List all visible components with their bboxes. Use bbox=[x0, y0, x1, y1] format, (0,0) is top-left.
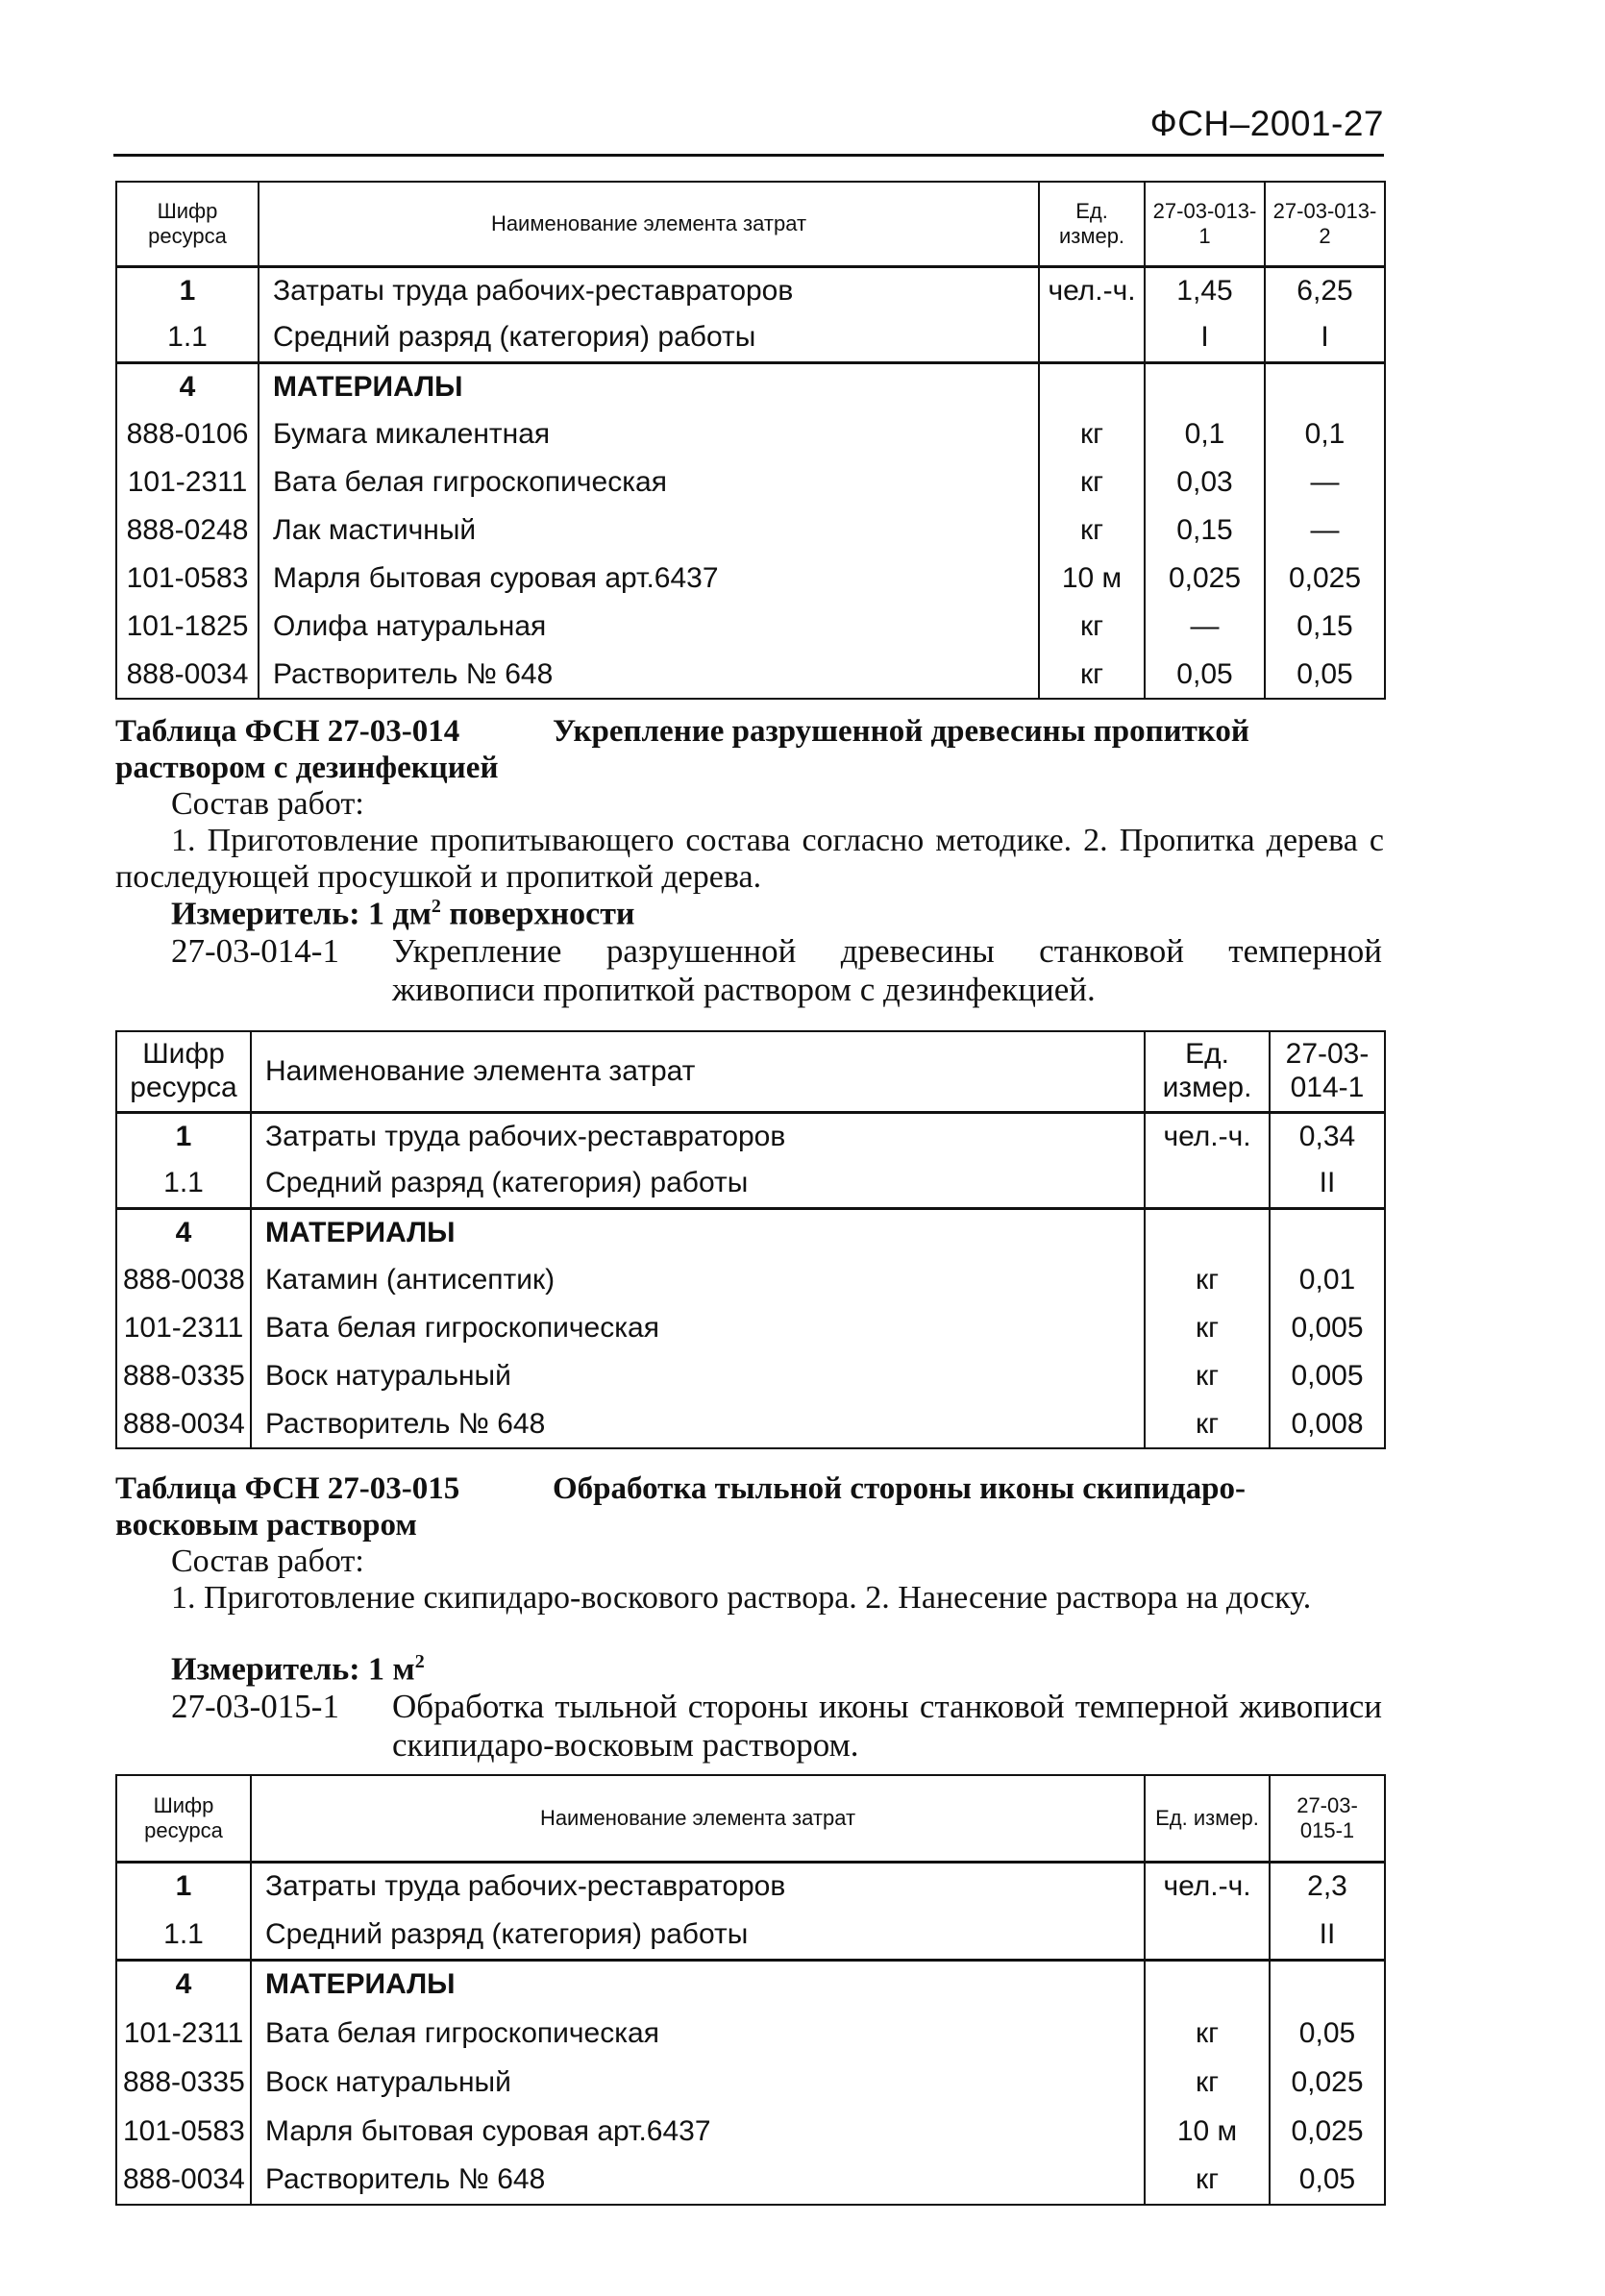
table-row bbox=[116, 314, 1385, 362]
resource-code: 888-0034 bbox=[116, 651, 259, 699]
resource-name: Затраты труда рабочих-реставраторов bbox=[259, 266, 1039, 314]
composition-text bbox=[115, 1580, 1384, 1617]
resource-unit: чел.-ч. bbox=[1039, 266, 1145, 314]
resource-value: 0,005 bbox=[1270, 1352, 1385, 1400]
resource-value: II bbox=[1270, 1160, 1385, 1208]
resource-value bbox=[1270, 1960, 1385, 2009]
resource-value: I bbox=[1145, 314, 1265, 362]
resource-value: 0,34 bbox=[1270, 1112, 1385, 1160]
resource-name: МАТЕРИАЛЫ bbox=[259, 362, 1039, 410]
resource-unit bbox=[1145, 1160, 1270, 1208]
resource-unit: 10 м bbox=[1145, 2107, 1270, 2156]
resource-unit bbox=[1145, 1208, 1270, 1256]
table-row bbox=[116, 506, 1385, 555]
table-row bbox=[116, 458, 1385, 506]
resource-code: 101-2311 bbox=[116, 458, 259, 506]
resource-name: Затраты труда рабочих-реставраторов bbox=[251, 1862, 1145, 1911]
resource-name: Вата белая гигроскопическая bbox=[251, 1304, 1145, 1352]
resource-value: — bbox=[1145, 603, 1265, 651]
resource-code: 101-2311 bbox=[116, 2009, 251, 2058]
resource-name: Марля бытовая суровая арт.6437 bbox=[251, 2107, 1145, 2156]
resource-unit: кг bbox=[1145, 1256, 1270, 1304]
resource-value bbox=[1145, 362, 1265, 410]
resource-name: МАТЕРИАЛЫ bbox=[251, 1960, 1145, 2009]
resource-value: 0,05 bbox=[1145, 651, 1265, 699]
table-row bbox=[116, 362, 1385, 410]
meter bbox=[171, 896, 634, 932]
resource-value: 0,05 bbox=[1265, 651, 1385, 699]
col-header-code: Шифр ресурса bbox=[116, 182, 259, 266]
resource-name: Вата белая гигроскопическая bbox=[251, 2009, 1145, 2058]
resource-unit bbox=[1145, 1911, 1270, 1960]
resource-table-014 bbox=[115, 1030, 1386, 1449]
resource-name: Вата белая гигроскопическая bbox=[259, 458, 1039, 506]
resource-value: 2,3 bbox=[1270, 1862, 1385, 1911]
table-row bbox=[116, 1960, 1385, 2009]
meter-label: Измеритель: 1 дм bbox=[171, 896, 432, 932]
table-row bbox=[116, 2107, 1385, 2156]
resource-value bbox=[1265, 362, 1385, 410]
resource-value: 0,1 bbox=[1145, 410, 1265, 458]
resource-name: Лак мастичный bbox=[259, 506, 1039, 555]
resource-code: 101-0583 bbox=[116, 555, 259, 603]
col-header-code: Шифр ресурса bbox=[116, 1775, 251, 1862]
resource-code: 888-0248 bbox=[116, 506, 259, 555]
table-caption: Укрепление разрушенной древесины пропиткой раствором с дезинфекцией bbox=[115, 714, 1249, 785]
page-header: ФСН–2001-27 bbox=[1149, 104, 1384, 143]
resource-unit bbox=[1145, 1960, 1270, 2009]
meter-rest: поверхности bbox=[440, 896, 635, 932]
rate-code: 27-03-014-1 bbox=[171, 932, 339, 970]
table-row bbox=[116, 651, 1385, 699]
resource-code: 888-0335 bbox=[116, 2058, 251, 2107]
resource-value bbox=[1270, 1208, 1385, 1256]
resource-code: 101-0583 bbox=[116, 2107, 251, 2156]
col-header-name: Наименование элемента затрат bbox=[251, 1031, 1145, 1112]
resource-value: II bbox=[1270, 1911, 1385, 1960]
resource-value: 0,15 bbox=[1145, 506, 1265, 555]
resource-unit: кг bbox=[1039, 603, 1145, 651]
composition-label: Состав работ: bbox=[171, 1543, 364, 1579]
resource-name: Растворитель № 648 bbox=[251, 2156, 1145, 2205]
resource-code: 888-0335 bbox=[116, 1352, 251, 1400]
resource-unit bbox=[1039, 314, 1145, 362]
resource-name: Средний разряд (категория) работы bbox=[251, 1160, 1145, 1208]
resource-code: 1.1 bbox=[116, 1160, 251, 1208]
resource-unit: кг bbox=[1145, 1400, 1270, 1448]
resource-value: 0,005 bbox=[1270, 1304, 1385, 1352]
resource-unit: кг bbox=[1039, 506, 1145, 555]
resource-unit: кг bbox=[1039, 651, 1145, 699]
composition-body: 1. Приготовление пропитывающего состава согласно методике. 2. Пропитка дерева с последующей просушкой и пропиткой дерева. bbox=[115, 823, 1384, 895]
resource-value: 0,025 bbox=[1270, 2058, 1385, 2107]
resource-name: Воск натуральный bbox=[251, 1352, 1145, 1400]
col-header-rate: 27-03-014-1 bbox=[1270, 1031, 1385, 1112]
resource-name: Средний разряд (категория) работы bbox=[259, 314, 1039, 362]
col-header-name: Наименование элемента затрат bbox=[259, 182, 1039, 266]
table-row bbox=[116, 1352, 1385, 1400]
resource-code: 888-0106 bbox=[116, 410, 259, 458]
resource-name: Растворитель № 648 bbox=[251, 1400, 1145, 1448]
rate-code: 27-03-015-1 bbox=[171, 1688, 339, 1725]
table-title-014 bbox=[115, 713, 1384, 786]
resource-unit: кг bbox=[1145, 1352, 1270, 1400]
col-header-unit: Ед. измер. bbox=[1145, 1775, 1270, 1862]
col-header-rate: 27-03-015-1 bbox=[1270, 1775, 1385, 1862]
resource-unit: кг bbox=[1145, 1304, 1270, 1352]
composition-label: Состав работ: bbox=[171, 786, 364, 822]
table-row bbox=[116, 1400, 1385, 1448]
resource-code: 4 bbox=[116, 1960, 251, 2009]
resource-value: 0,025 bbox=[1270, 2107, 1385, 2156]
resource-unit: кг bbox=[1145, 2156, 1270, 2205]
resource-value: 0,1 bbox=[1265, 410, 1385, 458]
resource-code: 888-0034 bbox=[116, 1400, 251, 1448]
rate-item bbox=[171, 1688, 1384, 1765]
resource-value: — bbox=[1265, 506, 1385, 555]
resource-value: 0,025 bbox=[1145, 555, 1265, 603]
resource-code: 4 bbox=[116, 362, 259, 410]
composition-text bbox=[115, 823, 1384, 896]
resource-unit: кг bbox=[1039, 410, 1145, 458]
resource-unit: чел.-ч. bbox=[1145, 1862, 1270, 1911]
resource-code: 4 bbox=[116, 1208, 251, 1256]
resource-table-015 bbox=[115, 1774, 1386, 2206]
col-header-rate: 27-03-013-2 bbox=[1265, 182, 1385, 266]
resource-code: 1 bbox=[116, 1112, 251, 1160]
table-row bbox=[116, 1862, 1385, 1911]
resource-name: Средний разряд (категория) работы bbox=[251, 1911, 1145, 1960]
table-row bbox=[116, 1256, 1385, 1304]
table-row bbox=[116, 1112, 1385, 1160]
resource-value: 6,25 bbox=[1265, 266, 1385, 314]
table-row bbox=[116, 1208, 1385, 1256]
table-row bbox=[116, 2009, 1385, 2058]
resource-value: — bbox=[1265, 458, 1385, 506]
table-row bbox=[116, 410, 1385, 458]
resource-name: МАТЕРИАЛЫ bbox=[251, 1208, 1145, 1256]
resource-value: 0,15 bbox=[1265, 603, 1385, 651]
resource-value: 0,03 bbox=[1145, 458, 1265, 506]
resource-code: 1.1 bbox=[116, 314, 259, 362]
resource-value: 0,05 bbox=[1270, 2156, 1385, 2205]
resource-code: 101-1825 bbox=[116, 603, 259, 651]
resource-name: Олифа натуральная bbox=[259, 603, 1039, 651]
table-row bbox=[116, 1160, 1385, 1208]
table-row bbox=[116, 603, 1385, 651]
table-number: Таблица ФСН 27-03-015 bbox=[115, 1471, 460, 1506]
col-header-code: Шифр ресурса bbox=[116, 1031, 251, 1112]
resource-name: Бумага микалентная bbox=[259, 410, 1039, 458]
table-row bbox=[116, 2058, 1385, 2107]
table-row bbox=[116, 2156, 1385, 2205]
resource-code: 1 bbox=[116, 1862, 251, 1911]
resource-unit: 10 м bbox=[1039, 555, 1145, 603]
resource-code: 101-2311 bbox=[116, 1304, 251, 1352]
rate-item bbox=[171, 932, 1384, 1009]
table-row bbox=[116, 1911, 1385, 1960]
table-row bbox=[116, 555, 1385, 603]
table-row bbox=[116, 266, 1385, 314]
resource-value: 1,45 bbox=[1145, 266, 1265, 314]
rate-description: Обработка тыльной стороны иконы станковой темперной живописи скипидаро-восковым раствором. bbox=[392, 1688, 1382, 1764]
resource-code: 1.1 bbox=[116, 1911, 251, 1960]
resource-name: Растворитель № 648 bbox=[259, 651, 1039, 699]
col-header-unit: Ед. измер. bbox=[1145, 1031, 1270, 1112]
table-row bbox=[116, 1304, 1385, 1352]
composition-body: 1. Приготовление скипидаро-воскового раствора. 2. Нанесение раствора на доску. bbox=[171, 1580, 1312, 1616]
resource-code: 888-0034 bbox=[116, 2156, 251, 2205]
resource-table-013 bbox=[115, 181, 1386, 700]
table-caption: Обработка тыльной стороны иконы скипидаро-восковым раствором bbox=[115, 1471, 1247, 1543]
table-number: Таблица ФСН 27-03-014 bbox=[115, 714, 460, 749]
resource-name: Марля бытовая суровая арт.6437 bbox=[259, 555, 1039, 603]
resource-code: 888-0038 bbox=[116, 1256, 251, 1304]
resource-unit: кг bbox=[1145, 2058, 1270, 2107]
resource-unit bbox=[1039, 362, 1145, 410]
resource-value: 0,008 bbox=[1270, 1400, 1385, 1448]
resource-value: 0,01 bbox=[1270, 1256, 1385, 1304]
meter-sup: 2 bbox=[431, 896, 441, 917]
resource-name: Воск натуральный bbox=[251, 2058, 1145, 2107]
resource-value: I bbox=[1265, 314, 1385, 362]
header-rule bbox=[113, 154, 1384, 157]
meter-sup: 2 bbox=[414, 1651, 425, 1672]
col-header-unit: Ед. измер. bbox=[1039, 182, 1145, 266]
table-title-015 bbox=[115, 1470, 1384, 1543]
resource-name: Катамин (антисептик) bbox=[251, 1256, 1145, 1304]
rate-description: Укрепление разрушенной древесины станковой темперной живописи пропиткой раствором с дезинфекцией. bbox=[392, 932, 1382, 1008]
resource-unit: чел.-ч. bbox=[1145, 1112, 1270, 1160]
meter bbox=[171, 1651, 425, 1688]
col-header-name: Наименование элемента затрат bbox=[251, 1775, 1145, 1862]
resource-value: 0,05 bbox=[1270, 2009, 1385, 2058]
col-header-rate: 27-03-013-1 bbox=[1145, 182, 1265, 266]
resource-name: Затраты труда рабочих-реставраторов bbox=[251, 1112, 1145, 1160]
resource-code: 1 bbox=[116, 266, 259, 314]
meter-label: Измеритель: 1 м bbox=[171, 1651, 415, 1688]
resource-unit: кг bbox=[1145, 2009, 1270, 2058]
resource-unit: кг bbox=[1039, 458, 1145, 506]
resource-value: 0,025 bbox=[1265, 555, 1385, 603]
